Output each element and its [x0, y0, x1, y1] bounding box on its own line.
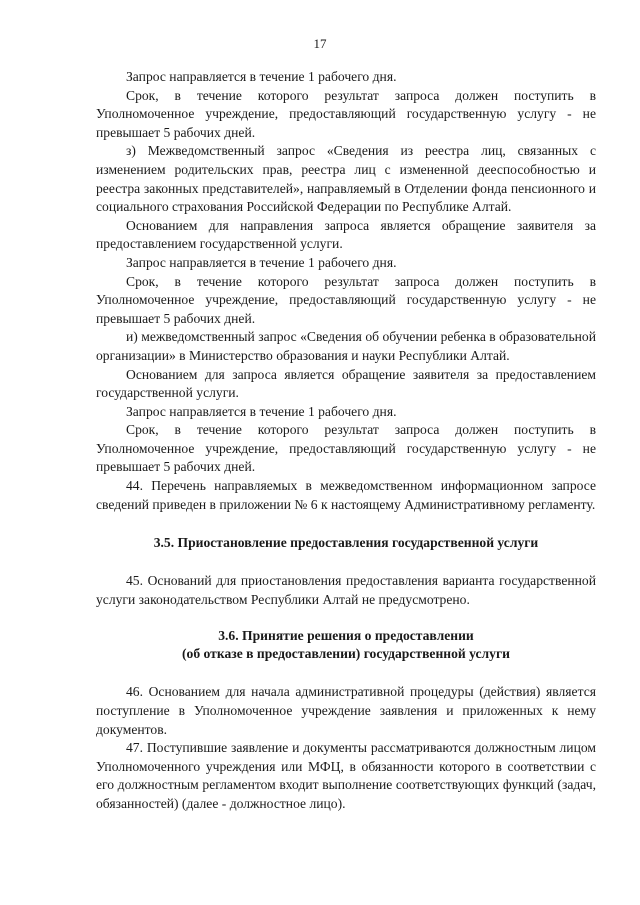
paragraph: и) межведомственный запрос «Сведения об обучении ребенка в образовательной организации» в Министерство образования и науки Республики Алтай. [96, 329, 596, 363]
paragraph: з) Межведомственный запрос «Сведения из реестра лиц, связанных с изменением родительских прав, реестра лиц с измененной дееспособностью и реестра законных представителей», направляемый в Отделении фонда пенсионного и социального страхования Российской Федерации по Республике Алтай. [96, 143, 596, 215]
paragraph: 45. Оснований для приостановления предоставления варианта государственной услуги законодательством Республики Алтай не предусмотрено. [96, 573, 596, 607]
paragraph: 47. Поступившие заявление и документы рассматриваются должностным лицом Уполномоченного учреждения или МФЦ, в обязанности которого в соответствии с его должностным регламентом входит выполнение соответствующих функций (задач, обязанностей) (далее - должностное лицо). [96, 740, 596, 811]
paragraph: Срок, в течение которого результат запроса должен поступить в Уполномоченное учреждение, предоставляющий государственную услугу - не превышает 5 рабочих дней. [96, 422, 596, 475]
section-heading-line: (об отказе в предоставлении) государственной услуги [182, 646, 510, 662]
paragraph: Запрос направляется в течение 1 рабочего дня. [126, 254, 397, 270]
paragraph: Запрос направляется в течение 1 рабочего дня. [126, 69, 397, 84]
paragraph: 44. Перечень направляемых в межведомственном информационном запросе сведений приведен в приложении № 6 к настоящему Административному регламенту. [96, 478, 596, 512]
paragraph: Срок, в течение которого результат запроса должен поступить в Уполномоченное учреждение, предоставляющий государственную услугу - не превышает 5 рабочих дней. [96, 87, 596, 140]
section-heading-3-6 [96, 627, 596, 663]
paragraph: 46. Основанием для начала административной процедуры (действия) является поступление в Уполномоченное учреждение заявления и приложенных к нему документов. [96, 684, 596, 737]
paragraph: Срок, в течение которого результат запроса должен поступить в Уполномоченное учреждение, предоставляющий государственную услугу - не превышает 5 рабочих дней. [96, 273, 596, 326]
paragraph: Основанием для запроса является обращение заявителя за предоставлением государственной услуги. [96, 366, 596, 401]
document-body [96, 68, 596, 814]
section-heading-3-5: 3.5. Приостановление предоставления государственной услуги [153, 535, 539, 551]
section-heading-line: 3.6. Принятие решения о предоставлении [218, 628, 474, 644]
page-number: 17 [313, 36, 327, 51]
paragraph: Запрос направляется в течение 1 рабочего дня. [126, 403, 397, 419]
paragraph: Основанием для направления запроса является обращение заявителя за предоставлением государственной услуги. [96, 217, 596, 252]
